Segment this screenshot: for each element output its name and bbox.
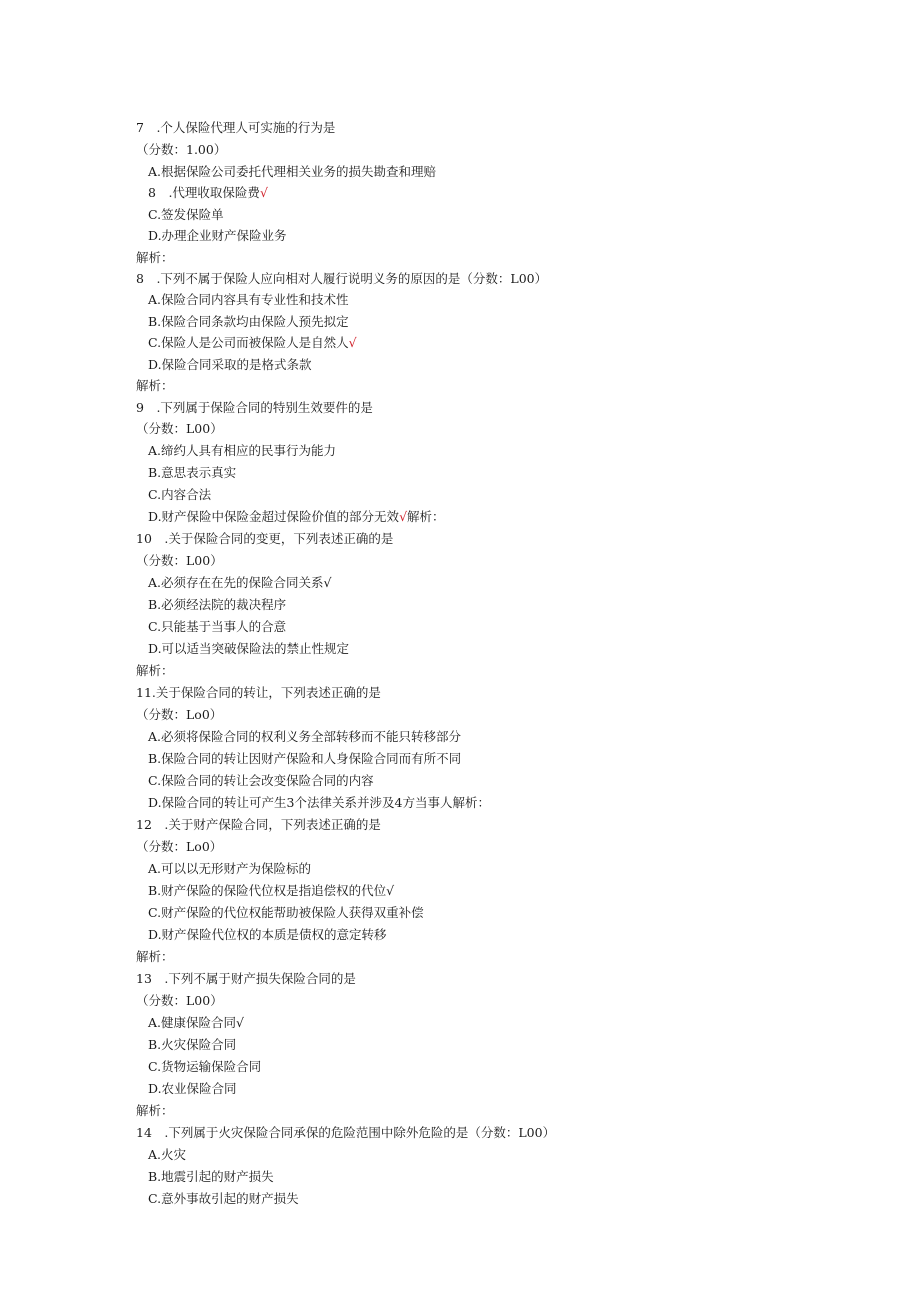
text-line (148, 314, 349, 330)
check-mark-icon: √ (386, 883, 395, 898)
text-line (136, 400, 373, 416)
line-text: （分数：1.00） (136, 142, 227, 157)
check-mark-icon: √ (236, 1015, 244, 1030)
text-line (136, 120, 335, 136)
line-text: B.必须经法院的裁决程序 (148, 597, 287, 612)
line-text: D.财产保险中保险金超过保险价值的部分无效 (148, 509, 400, 524)
line-text: （分数：L00） (136, 553, 223, 568)
line-text: C.内容合法 (148, 487, 212, 502)
text-line (148, 1169, 274, 1185)
text-line (136, 421, 223, 437)
text-line (148, 619, 286, 635)
line-text: C.只能基于当事人的合意 (148, 619, 287, 634)
line-text: B.地震引起的财产损失 (148, 1169, 274, 1184)
line-text: 解析： (136, 949, 174, 964)
line-text: A.健康保险合同 (148, 1015, 237, 1030)
line-text: 7 .个人保险代理人可实施的行为是 (136, 120, 336, 135)
text-line (148, 164, 436, 180)
text-line (148, 1037, 236, 1053)
text-line (148, 357, 312, 373)
line-text: D.农业保险合同 (148, 1081, 237, 1096)
text-line (136, 707, 222, 723)
line-text: 8 .下列不属于保险人应向相对人履行说明义务的原因的是（分数：L00） (136, 271, 548, 286)
line-text: 解析： (136, 663, 174, 678)
line-text: A.缔约人具有相应的民事行为能力 (148, 443, 337, 458)
line-text: 11.关于保险合同的转让，下列表述正确的是 (136, 685, 381, 700)
text-line (148, 335, 357, 351)
line-text: 14 .下列属于火灾保险合同承保的危险范围中除外危险的是（分数：L00） (136, 1125, 556, 1140)
line-text: A.可以以无形财产为保险标的 (148, 861, 312, 876)
line-text: B.火灾保险合同 (148, 1037, 237, 1052)
line-text: C.保险合同的转让会改变保险合同的内容 (148, 773, 374, 788)
line-text: D.可以适当突破保险法的禁止性规定 (148, 641, 350, 656)
text-line (148, 883, 394, 899)
line-text: 13 .下列不属于财产损失保险合同的是 (136, 971, 356, 986)
text-line (148, 1191, 299, 1207)
text-line (148, 597, 286, 613)
text-line (148, 487, 211, 503)
line-text: B.财产保险的保险代位权是指追偿权的代位 (148, 883, 387, 898)
line-text: B.意思表示真实 (148, 465, 237, 480)
text-line (148, 185, 268, 201)
line-text: D.保险合同采取的是格式条款 (148, 357, 312, 372)
text-line (136, 971, 356, 987)
text-line (136, 553, 223, 569)
line-text: （分数：Lo0） (136, 839, 223, 854)
line-text: 解析： (136, 250, 174, 265)
text-line (136, 1125, 555, 1141)
text-line (136, 663, 174, 679)
line-text: A.火灾 (148, 1147, 187, 1162)
line-text: C.意外事故引起的财产损失 (148, 1191, 299, 1206)
check-mark-icon: √ (259, 185, 268, 200)
text-line (136, 531, 393, 547)
text-line (148, 1081, 237, 1097)
line-text: D.办理企业财产保险业务 (148, 228, 287, 243)
line-text: D.财产保险代位权的本质是债权的意定转移 (148, 927, 387, 942)
text-line (136, 839, 222, 855)
text-line (148, 1059, 261, 1075)
text-line (148, 861, 311, 877)
text-line (148, 1015, 244, 1031)
text-line (148, 292, 349, 308)
text-line (148, 465, 236, 481)
text-line (148, 207, 224, 223)
text-line (136, 993, 223, 1009)
text-line (148, 575, 331, 591)
text-line (148, 795, 490, 811)
check-mark-icon: √ (399, 509, 408, 524)
line-text: 9 .下列属于保险合同的特别生效要件的是 (136, 400, 373, 415)
line-text: B.保险合同的转让因财产保险和人身保险合同而有所不同 (148, 751, 462, 766)
text-line (136, 949, 174, 965)
line-text: 12 .关于财产保险合同，下列表述正确的是 (136, 817, 381, 832)
line-text: （分数：Lo0） (136, 707, 223, 722)
line-text: C.签发保险单 (148, 207, 224, 222)
line-text: C.保险人是公司而被保险人是自然人 (148, 335, 349, 350)
check-mark-icon: √ (348, 335, 357, 350)
text-line (148, 228, 287, 244)
text-line (148, 927, 387, 943)
text-line (136, 250, 174, 266)
line-text: B.保险合同条款均由保险人预先拟定 (148, 314, 349, 329)
line-text: A.必须将保险合同的权利义务全部转移而不能只转移部分 (148, 729, 462, 744)
text-line (148, 641, 349, 657)
text-line (148, 1147, 186, 1163)
line-text: （分数：L00） (136, 993, 223, 1008)
line-text: （分数：L00） (136, 421, 223, 436)
analysis-label: 解析： (407, 509, 445, 524)
text-line (148, 729, 461, 745)
text-line (148, 751, 461, 767)
line-text: 解析： (136, 1103, 174, 1118)
text-line (148, 773, 374, 789)
line-text: C.货物运输保险合同 (148, 1059, 262, 1074)
line-text: A.根据保险公司委托代理相关业务的损失勘查和理赔 (148, 164, 437, 179)
line-text: C.财产保险的代位权能帮助被保险人获得双重补偿 (148, 905, 424, 920)
text-line (136, 378, 174, 394)
line-text: 解析： (136, 378, 174, 393)
line-text: A.必须存在在先的保险合同关系 (148, 575, 324, 590)
text-line (148, 443, 336, 459)
text-line (136, 685, 381, 701)
line-text: 8 .代理收取保险费 (148, 185, 260, 200)
text-line (148, 509, 445, 525)
text-line (136, 142, 226, 158)
text-line (136, 1103, 174, 1119)
check-mark-icon: √ (323, 575, 332, 590)
line-text: 10 .关于保险合同的变更，下列表述正确的是 (136, 531, 394, 546)
text-line (136, 271, 547, 287)
line-text: A.保险合同内容具有专业性和技术性 (148, 292, 349, 307)
text-line (136, 817, 381, 833)
line-text: D.保险合同的转让可产生3个法律关系并涉及4方当事人解析： (148, 795, 490, 810)
text-line (148, 905, 424, 921)
